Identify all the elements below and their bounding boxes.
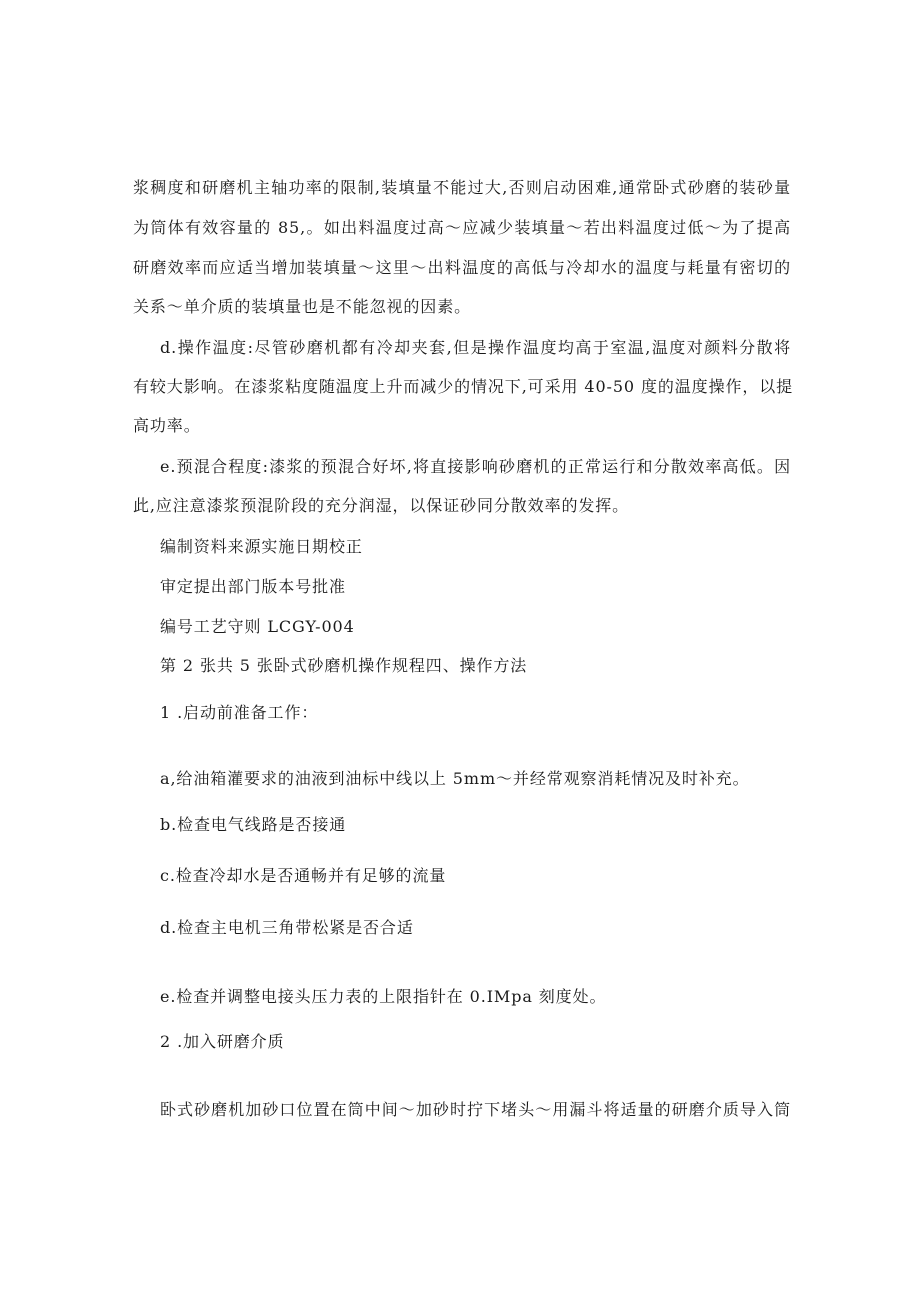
list-item: e.检查并调整电接头压力表的上限指针在 0.IMpa 刻度处。 bbox=[160, 987, 607, 1006]
list-item: b.检查电气线路是否接通 bbox=[160, 815, 347, 834]
doc-header-line: 审定提出部门版本号批准 bbox=[160, 577, 346, 596]
paragraph-line: 此,应注意漆浆预混阶段的充分润湿，以保证砂同分散效率的发挥。 bbox=[133, 496, 630, 515]
paragraph-line: e.预混合程度:漆浆的预混合好坏,将直接影响砂磨机的正常运行和分散效率高低。因 bbox=[160, 457, 791, 476]
paragraph-line: d.操作温度:尽管砂磨机都有冷却夹套,但是操作温度均高于室温,温度对颜料分散将 bbox=[160, 338, 791, 357]
paragraph-line: 有较大影响。在漆浆粘度随温度上升而减少的情况下,可采用 40-50 度的温度操作，以提 bbox=[133, 377, 794, 396]
doc-header-line: 编制资料来源实施日期校正 bbox=[160, 537, 363, 556]
doc-code-line: 编号工艺守则 LCGY-004 bbox=[160, 617, 355, 636]
paragraph-line: 高功率。 bbox=[133, 416, 201, 435]
section-heading: 2 .加入研磨介质 bbox=[160, 1032, 285, 1051]
section-title: 第 2 张共 5 张卧式砂磨机操作规程四、操作方法 bbox=[160, 656, 528, 675]
paragraph-line: 研磨效率而应适当增加装填量～这里～出料温度的高低与冷却水的温度与耗量有密切的 bbox=[133, 258, 791, 277]
list-item: d.检查主电机三角带松紧是否合适 bbox=[160, 918, 414, 937]
list-item: a,给油箱灌要求的油液到油标中线以上 5mm～并经常观察消耗情况及时补充。 bbox=[160, 769, 750, 788]
section-heading: 1 .启动前准备工作： bbox=[160, 703, 319, 722]
list-item: c.检查冷却水是否通畅并有足够的流量 bbox=[160, 866, 447, 885]
paragraph-line: 关系～单介质的装填量也是不能忽视的因素。 bbox=[133, 297, 472, 316]
paragraph-line: 卧式砂磨机加砂口位置在筒中间～加砂时拧下堵头～用漏斗将适量的研磨介质导入筒 bbox=[160, 1100, 791, 1119]
paragraph-line: 为筒体有效容量的 85,。如出料温度过高～应减少装填量～若出料温度过低～为了提高 bbox=[133, 218, 791, 237]
paragraph-line: 浆稠度和研磨机主轴功率的限制,装填量不能过大,否则启动困难,通常卧式砂磨的装砂量 bbox=[133, 178, 791, 197]
